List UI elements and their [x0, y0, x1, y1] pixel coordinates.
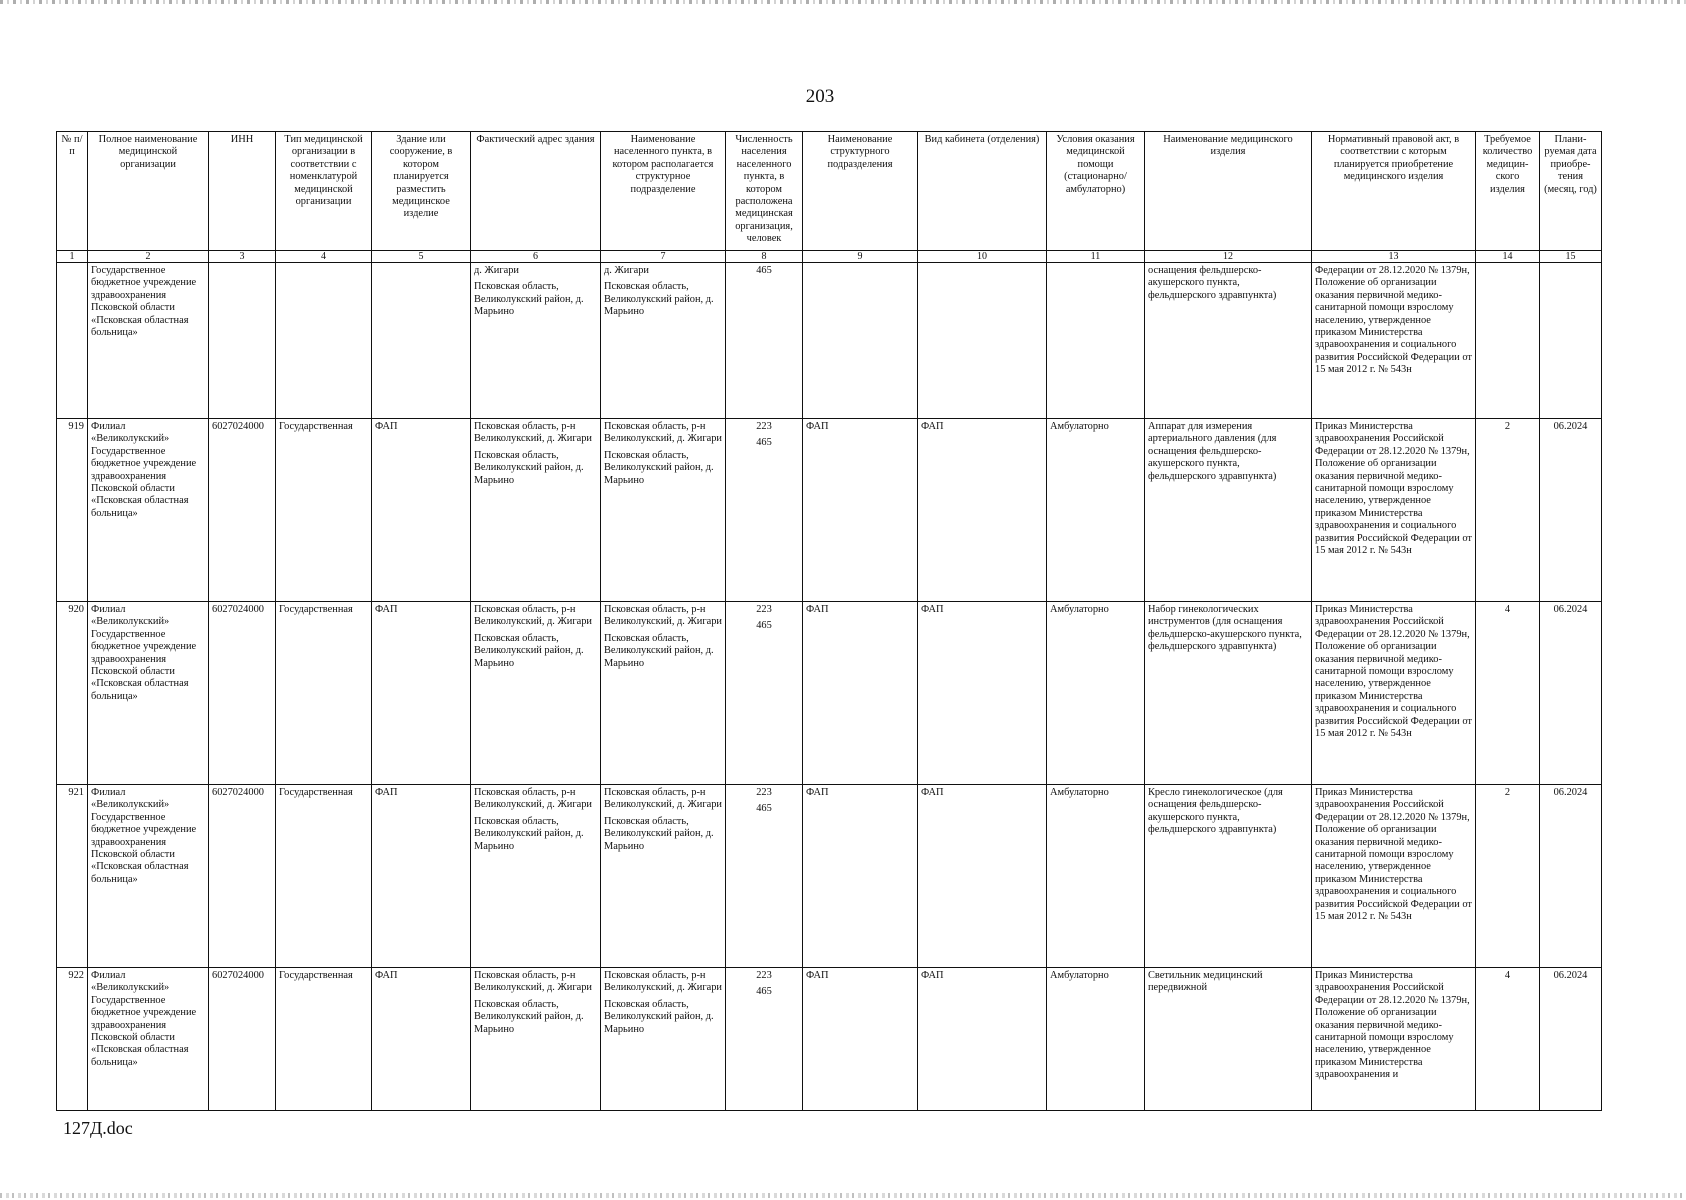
header-cell: Наименование медицинского изделия — [1145, 132, 1312, 251]
scan-edge-bottom — [0, 1193, 1686, 1198]
address-line: Псковская область, Великолукский район, д. Марьино — [474, 815, 584, 852]
header-cell: Тип медицинской организации в соответствии с номенклатурой медицинской организации — [276, 132, 372, 251]
population-value: 465 — [756, 437, 772, 449]
cell-population — [726, 968, 803, 1111]
population-value: 223 — [756, 787, 772, 798]
header-cell: Наименование структурного подразделения — [803, 132, 918, 251]
header-cell: Численность населения населенного пункта, в котором расположена медицинская организация, человек — [726, 132, 803, 251]
cell-population — [726, 785, 803, 968]
cell-type: Государственная — [276, 419, 372, 602]
cell-org: Филиал «Великолукский» Государственное бюджетное учреждение здравоохранения Псковской области «Псковская областная больница» — [88, 968, 209, 1111]
cell-org: Филиал «Великолукский» Государственное бюджетное учреждение здравоохранения Псковской области «Псковская областная больница» — [88, 785, 209, 968]
table-row — [57, 785, 1602, 968]
column-number: 13 — [1312, 251, 1476, 263]
cell-inn: 6027024000 — [209, 785, 276, 968]
header-cell: ИНН — [209, 132, 276, 251]
cell-conditions — [1047, 263, 1145, 419]
cell-date — [1540, 263, 1602, 419]
cell-unit: ФАП — [803, 968, 918, 1111]
cell-act: Приказ Министерства здравоохранения Российской Федерации от 28.12.2020 № 1379н, Положение об организации оказания первичной медико-санитарной помощи взрослому населению, утвержденное приказом Министерства здравоохранения и социального развития Российской Федерации от 15 мая 2012 г. № 543н — [1312, 602, 1476, 785]
cell-qty — [1476, 263, 1540, 419]
cell-town — [601, 263, 726, 419]
address-line: Псковская область, р-н Великолукский, д. Жигари — [474, 421, 592, 445]
cell-act: Приказ Министерства здравоохранения Российской Федерации от 28.12.2020 № 1379н, Положение об организации оказания первичной медико-санитарной помощи взрослому населению, утвержденное приказом Министерства здравоохранения и — [1312, 968, 1476, 1111]
cell-population — [726, 602, 803, 785]
address-line: Псковская область, р-н Великолукский, д. Жигари — [474, 604, 592, 628]
cell-town — [601, 602, 726, 785]
cell-type: Государственная — [276, 968, 372, 1111]
footer-filename: 127Д.doc — [63, 1118, 133, 1138]
cell-qty: 4 — [1476, 968, 1540, 1111]
cell-device: оснащения фельдшерско-акушерского пункта, фельдшерского здравпункта) — [1145, 263, 1312, 419]
town-line: Псковская область, р-н Великолукский, д. Жигари — [604, 421, 722, 445]
cell-date: 06.2024 — [1540, 785, 1602, 968]
address-line: Псковская область, Великолукский район, д. Марьино — [474, 998, 584, 1035]
cell-device: Кресло гинекологическое (для оснащения фельдшерско-акушерского пункта, фельдшерского здравпункта) — [1145, 785, 1312, 968]
population-value: 465 — [756, 265, 772, 276]
cell-act: Приказ Министерства здравоохранения Российской Федерации от 28.12.2020 № 1379н, Положение об организации оказания первичной медико-санитарной помощи взрослому населению, утвержденное приказом Министерства здравоохранения и социального развития Российской Федерации от 15 мая 2012 г. № 543н — [1312, 419, 1476, 602]
cell-town — [601, 785, 726, 968]
cell-device: Светильник медицинский передвижной — [1145, 968, 1312, 1111]
column-number: 11 — [1047, 251, 1145, 263]
column-number: 12 — [1145, 251, 1312, 263]
cell-address — [471, 602, 601, 785]
population-value: 223 — [756, 421, 772, 432]
cell-qty: 2 — [1476, 785, 1540, 968]
cell-population — [726, 263, 803, 419]
equipment-table — [56, 131, 1602, 1111]
header-cell: Наименование населенного пункта, в котором располагается структурное подразделение — [601, 132, 726, 251]
town-line: Псковская область, р-н Великолукский, д. Жигари — [604, 970, 722, 994]
header-cell: Вид кабинета (отделения) — [918, 132, 1047, 251]
address-line: Псковская область, Великолукский район, д. Марьино — [474, 281, 584, 318]
column-number: 3 — [209, 251, 276, 263]
town-line: Псковская область, р-н Великолукский, д. Жигари — [604, 604, 722, 628]
header-cell: Нормативный правовой акт, в соответствии с которым планируется приобретение медицинского изделия — [1312, 132, 1476, 251]
page-number: 203 — [805, 86, 835, 107]
town-line: Псковская область, Великолукский район, д. Марьино — [604, 449, 714, 486]
cell-cabinet: ФАП — [918, 785, 1047, 968]
cell-building — [372, 263, 471, 419]
cell-cabinet — [918, 263, 1047, 419]
address-line: Псковская область, Великолукский район, д. Марьино — [474, 632, 584, 669]
cell-conditions: Амбулаторно — [1047, 968, 1145, 1111]
cell-org: Государственное бюджетное учреждение здравоохранения Псковской области «Псковская областная больница» — [88, 263, 209, 419]
table-row-continuation — [57, 263, 1602, 419]
cell-date: 06.2024 — [1540, 419, 1602, 602]
population-value: 223 — [756, 604, 772, 615]
cell-population — [726, 419, 803, 602]
column-number: 9 — [803, 251, 918, 263]
cell-town — [601, 968, 726, 1111]
cell-unit: ФАП — [803, 785, 918, 968]
cell-address — [471, 785, 601, 968]
cell-address — [471, 968, 601, 1111]
cell-date: 06.2024 — [1540, 602, 1602, 785]
column-number: 5 — [372, 251, 471, 263]
scan-edge-top — [0, 0, 1686, 4]
cell-org: Филиал «Великолукский» Государственное бюджетное учреждение здравоохранения Псковской области «Псковская областная больница» — [88, 419, 209, 602]
column-number: 1 — [57, 251, 88, 263]
cell-address — [471, 419, 601, 602]
cell-device: Набор гинекологических инструментов (для оснащения фельдшерско-акушерского пункта, фельдшерского здравпункта) — [1145, 602, 1312, 785]
cell-qty: 2 — [1476, 419, 1540, 602]
address-line: Псковская область, Великолукский район, д. Марьино — [474, 449, 584, 486]
cell-conditions: Амбулаторно — [1047, 419, 1145, 602]
column-number-row — [57, 251, 1602, 263]
cell-unit: ФАП — [803, 419, 918, 602]
population-value: 465 — [756, 986, 772, 998]
cell-cabinet: ФАП — [918, 968, 1047, 1111]
cell-date: 06.2024 — [1540, 968, 1602, 1111]
town-line: Псковская область, Великолукский район, д. Марьино — [604, 632, 714, 669]
cell-inn: 6027024000 — [209, 419, 276, 602]
cell-town — [601, 419, 726, 602]
cell-building: ФАП — [372, 968, 471, 1111]
cell-type — [276, 263, 372, 419]
header-cell: Здание или сооружение, в котором планируется разместить медицинское изделие — [372, 132, 471, 251]
cell-unit — [803, 263, 918, 419]
cell-num — [57, 263, 88, 419]
header-cell: № п/п — [57, 132, 88, 251]
column-number: 15 — [1540, 251, 1602, 263]
cell-building: ФАП — [372, 785, 471, 968]
town-line: Псковская область, Великолукский район, д. Марьино — [604, 281, 714, 318]
cell-cabinet: ФАП — [918, 602, 1047, 785]
cell-building: ФАП — [372, 602, 471, 785]
header-cell: Полное наименование медицинской организации — [88, 132, 209, 251]
cell-qty: 4 — [1476, 602, 1540, 785]
town-line: Псковская область, р-н Великолукский, д. Жигари — [604, 787, 722, 811]
population-value: 465 — [756, 620, 772, 632]
cell-num: 922 — [57, 968, 88, 1111]
address-line: Псковская область, р-н Великолукский, д. Жигари — [474, 787, 592, 811]
cell-conditions: Амбулаторно — [1047, 602, 1145, 785]
column-number: 6 — [471, 251, 601, 263]
cell-address — [471, 263, 601, 419]
cell-unit: ФАП — [803, 602, 918, 785]
cell-type: Государственная — [276, 785, 372, 968]
cell-act: Федерации от 28.12.2020 № 1379н, Положение об организации оказания первичной медико-санитарной помощи взрослому населению, утвержденное приказом Министерства здравоохранения и социального развития Российской Федерации от 15 мая 2012 г. № 543н — [1312, 263, 1476, 419]
cell-type: Государственная — [276, 602, 372, 785]
column-number: 8 — [726, 251, 803, 263]
table-row — [57, 602, 1602, 785]
population-value: 465 — [756, 803, 772, 815]
town-line: Псковская область, Великолукский район, д. Марьино — [604, 998, 714, 1035]
column-number: 4 — [276, 251, 372, 263]
header-cell: Плани-руемая дата приобре-тения (месяц, год) — [1540, 132, 1602, 251]
table-header-row — [57, 132, 1602, 251]
town-line: д. Жигари — [604, 265, 649, 276]
address-line: д. Жигари — [474, 265, 519, 276]
cell-inn — [209, 263, 276, 419]
column-number: 10 — [918, 251, 1047, 263]
cell-building: ФАП — [372, 419, 471, 602]
table-row — [57, 419, 1602, 602]
column-number: 14 — [1476, 251, 1540, 263]
cell-device: Аппарат для измерения артериального давления (для оснащения фельдшерско-акушерского пункта, фельдшерского здравпункта) — [1145, 419, 1312, 602]
cell-org: Филиал «Великолукский» Государственное бюджетное учреждение здравоохранения Псковской области «Псковская областная больница» — [88, 602, 209, 785]
cell-num: 919 — [57, 419, 88, 602]
header-cell: Фактический адрес здания — [471, 132, 601, 251]
header-cell: Условия оказания медицинской помощи (стационарно/ амбулаторно) — [1047, 132, 1145, 251]
cell-cabinet: ФАП — [918, 419, 1047, 602]
column-number: 2 — [88, 251, 209, 263]
cell-act: Приказ Министерства здравоохранения Российской Федерации от 28.12.2020 № 1379н, Положение об организации оказания первичной медико-санитарной помощи взрослому населению, утвержденное приказом Министерства здравоохранения и социального развития Российской Федерации от 15 мая 2012 г. № 543н — [1312, 785, 1476, 968]
town-line: Псковская область, Великолукский район, д. Марьино — [604, 815, 714, 852]
cell-num: 920 — [57, 602, 88, 785]
address-line: Псковская область, р-н Великолукский, д. Жигари — [474, 970, 592, 994]
header-cell: Требуемое количество медицин-ского изделия — [1476, 132, 1540, 251]
population-value: 223 — [756, 970, 772, 981]
cell-inn: 6027024000 — [209, 968, 276, 1111]
table-row — [57, 968, 1602, 1111]
cell-num: 921 — [57, 785, 88, 968]
cell-inn: 6027024000 — [209, 602, 276, 785]
column-number: 7 — [601, 251, 726, 263]
cell-conditions: Амбулаторно — [1047, 785, 1145, 968]
